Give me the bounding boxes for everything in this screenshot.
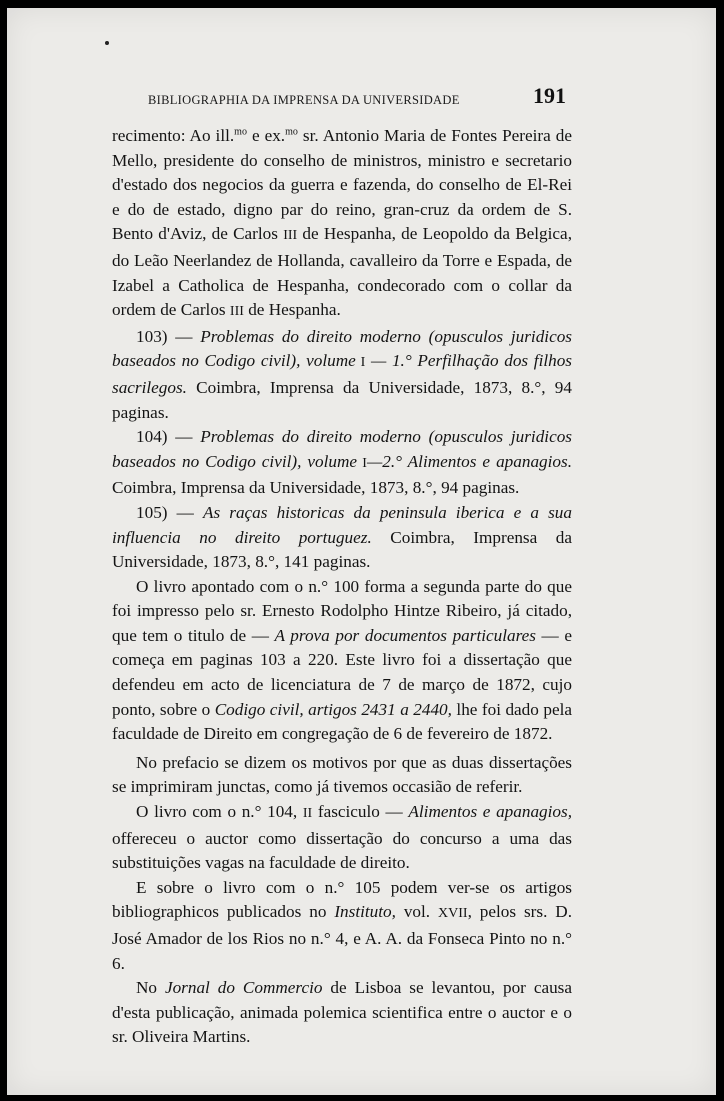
entry-title: As raças historicas da peninsula iberica e a sua influencia no direito portuguez. (112, 502, 572, 547)
text-run: de Lisboa se levantou, por causa d'esta publicação, animada polemica scientifica entre o auctor e o sr. Oliveira Martins. (112, 978, 572, 1047)
text-run: lhe foi dado pela faculdade de Direito em congregação de 6 de fevereiro de 1872. (112, 699, 572, 744)
entry-imprint: Coimbra, Imprensa da Universidade, 1873, 8.°, 141 paginas. (112, 527, 572, 572)
superscript: mo (234, 126, 247, 138)
text-run: E sobre o livro com o n.° 105 podem ver-se os artigos bibliographicos publicados no (112, 877, 572, 922)
entry-105 (88, 501, 572, 575)
text-run: O livro apontado com o n.° 100 forma a segunda parte do que foi impresso pelo sr. Ernesto Rodolpho Hintze Ribeiro, já citado, que tem o titulo de — (112, 576, 572, 645)
text-run: fasciculo — (312, 802, 409, 822)
paragraph-104 (112, 800, 572, 876)
page-number: 191 (533, 83, 566, 108)
italic-title: Instituto, (334, 902, 396, 922)
text-run: offereceu o auctor como dissertação do concurso a uma das substituições vagas na faculdade de direito. (112, 828, 572, 873)
paragraph-dedication (112, 124, 572, 325)
text-run: vol. (395, 902, 439, 922)
italic-title: Codigo civil, artigos 2431 a 2440, (214, 699, 452, 719)
text-run: recimento: Ao ill. (112, 126, 235, 145)
roman-numeral: XVII (438, 906, 468, 922)
entry-number: 104) — (136, 427, 201, 447)
running-title: BIBLIOGRAPHIA DA IMPRENSA DA UNIVERSIDADE (148, 93, 460, 107)
text-run: O livro com o n.° 104, (136, 802, 303, 822)
paragraph-jornal (112, 976, 572, 1050)
text-run: , pelos srs. D. José Amador de los Rios no n.° 4, e A. A. da Fonseca Pinto no n.° 6. (112, 902, 572, 973)
text-run: No (136, 978, 165, 998)
body-text (112, 124, 572, 1050)
ink-speck (105, 41, 109, 45)
roman-numeral: II (302, 806, 313, 822)
entry-number: 103) — (136, 326, 201, 346)
entry-imprint: Coimbra, Imprensa da Universidade, 1873, 8.°, 94 paginas. (112, 377, 572, 422)
entry-104 (88, 425, 572, 501)
roman-numeral: III (229, 304, 244, 320)
running-head (148, 84, 570, 114)
entry-title: Problemas do direito moderno (opusculos juridicos baseados no Codigo civil), volume (112, 326, 572, 371)
text-run: e ex. (246, 126, 286, 145)
entry-103 (88, 325, 572, 425)
paragraph-100 (112, 575, 572, 747)
paragraph-prefacio: No prefacio se dizem os motivos por que as duas dissertações se imprimiram junctas, como já tivemos occasião de referir. (112, 752, 572, 797)
entry-number: 105) — (136, 502, 203, 522)
italic-title: Alimentos e apanagios, (408, 802, 572, 822)
entry-subtitle: — 1.° Perfilhação dos filhos sacrilegos. (112, 351, 572, 397)
text-run: de Hespanha, de Leopoldo da Belgica, do Leão Neerlandez de Hollanda, cavalleiro da Torre e Espada, de Izabel a Catholica de Hespanha, condecorado com o collar da ordem de Carlos (112, 224, 572, 320)
roman-numeral: I (355, 355, 366, 371)
entry-subtitle: —2.° Alimentos e apanagios. (366, 451, 572, 471)
superscript: mo (285, 126, 298, 138)
text-run: sr. Antonio Maria de Fontes Pereira de Mello, presidente do conselho de ministros, ministro e secretario d'estado dos negocios da guerra e fazenda, do conselho de El-Rei e do de estado, digno par do reino, gran-cruz da ordem de S. Bento d'Aviz, de Carlos (112, 126, 573, 244)
text-run: — e começa em paginas 103 a 220. Este livro foi a dissertação que defendeu em acto de licenciatura de 7 de março de 1872, cujo ponto, sobre o (112, 625, 572, 719)
italic-title: A prova por documentos particulares (274, 625, 536, 645)
roman-numeral: I (357, 455, 367, 471)
italic-title: Jornal do Commercio (164, 978, 323, 998)
roman-numeral: III (283, 228, 298, 244)
text-run: de Hespanha. (243, 300, 341, 320)
paragraph-105 (112, 876, 572, 976)
entry-title: Problemas do direito moderno (opusculos juridicos baseados no Codigo civil), volume (112, 427, 572, 471)
entry-imprint: Coimbra, Imprensa da Universidade, 1873, 8.°, 94 paginas. (112, 478, 520, 498)
